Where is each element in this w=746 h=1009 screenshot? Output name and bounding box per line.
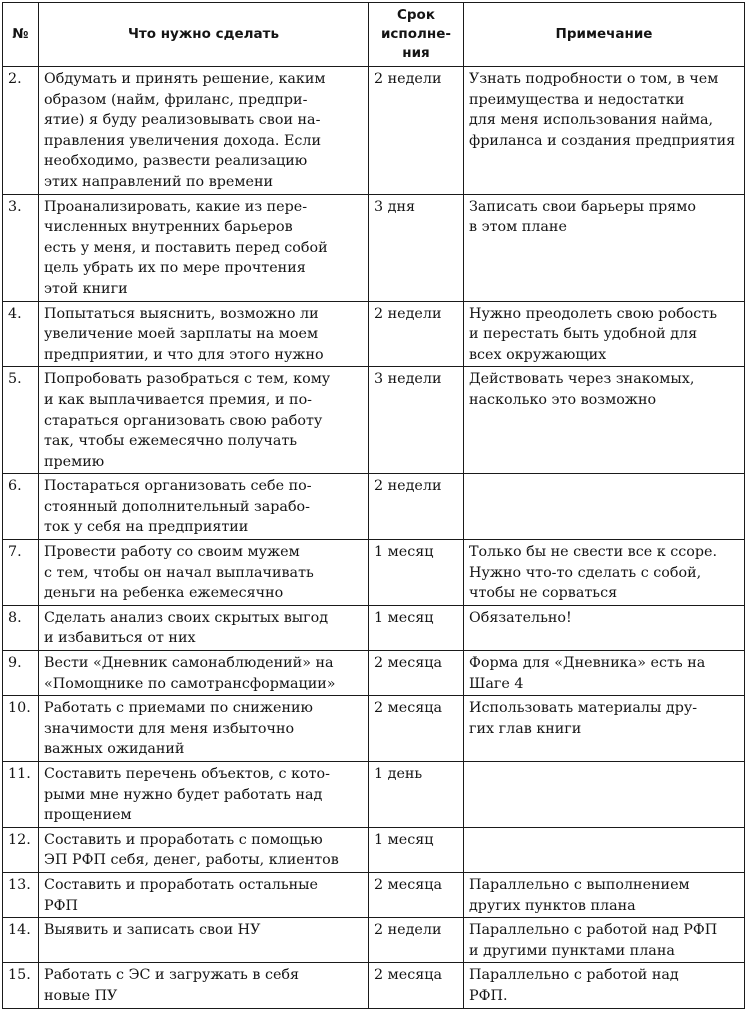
row-note	[464, 827, 745, 872]
row-deadline: 2 недели	[369, 301, 464, 367]
table-row	[3, 67, 745, 195]
plan-table	[2, 2, 745, 1009]
table-row	[3, 918, 745, 963]
row-note: Обязательно!	[464, 605, 745, 650]
table-row	[3, 540, 745, 606]
row-task: Вести «Дневник самонаблюдений» на «Помощнике по самотрансформации»	[39, 651, 369, 696]
table-row	[3, 605, 745, 650]
row-deadline: 2 месяца	[369, 963, 464, 1008]
row-note: Действовать через знакомых, насколько это возможно	[464, 367, 745, 474]
row-task: Работать с приемами по снижению значимости для меня избыточно важных ожиданий	[39, 696, 369, 762]
row-deadline: 2 недели	[369, 918, 464, 963]
row-number: 13.	[3, 872, 39, 917]
row-note: Использовать материалы дру- гих глав книги	[464, 696, 745, 762]
row-task: Провести работу со своим мужем с тем, чтобы он начал выплачивать деньги на ребенка ежемесячно	[39, 540, 369, 606]
row-number: 12.	[3, 827, 39, 872]
header-note: Примечание	[464, 3, 745, 67]
row-note: Узнать подробности о том, в чем преимущества и недостатки для меня использования найма, фриланса и создания предприятия	[464, 67, 745, 195]
row-number: 2.	[3, 67, 39, 195]
row-number: 9.	[3, 651, 39, 696]
row-deadline: 3 недели	[369, 367, 464, 474]
table-row	[3, 827, 745, 872]
header-task: Что нужно сделать	[39, 3, 369, 67]
row-deadline: 1 месяц	[369, 827, 464, 872]
row-number: 11.	[3, 762, 39, 828]
table-row	[3, 194, 745, 301]
header-number: №	[3, 3, 39, 67]
row-task: Обдумать и принять решение, каким образом (найм, фриланс, предпри- ятие) я буду реализовывать свои на- правления увеличения дохода. Если необходимо, развести реализацию этих направлений по времени	[39, 67, 369, 195]
row-number: 15.	[3, 963, 39, 1008]
table-row	[3, 651, 745, 696]
row-note: Форма для «Дневника» есть на Шаге 4	[464, 651, 745, 696]
row-deadline: 2 месяца	[369, 651, 464, 696]
table-row	[3, 963, 745, 1008]
row-task: Работать с ЭС и загружать в себя новые ПУ	[39, 963, 369, 1008]
row-number: 4.	[3, 301, 39, 367]
row-task: Составить перечень объектов, с кото- рыми мне нужно будет работать над прощением	[39, 762, 369, 828]
row-number: 3.	[3, 194, 39, 301]
row-number: 7.	[3, 540, 39, 606]
row-note	[464, 474, 745, 540]
row-note	[464, 762, 745, 828]
row-task: Составить и проработать остальные РФП	[39, 872, 369, 917]
row-task: Попробовать разобраться с тем, кому и как выплачивается премия, и по- стараться организовать свою работу так, чтобы ежемесячно получать премию	[39, 367, 369, 474]
table-row	[3, 301, 745, 367]
row-task: Проанализировать, какие из пере- численных внутренних барьеров есть у меня, и поставить перед собой цель убрать их по мере прочтения этой книги	[39, 194, 369, 301]
row-note: Нужно преодолеть свою робость и перестать быть удобной для всех окружающих	[464, 301, 745, 367]
row-deadline: 3 дня	[369, 194, 464, 301]
row-task: Составить и проработать с помощью ЭП РФП себя, денег, работы, клиентов	[39, 827, 369, 872]
row-note: Только бы не свести все к ссоре. Нужно что-то сделать с собой, чтобы не сорваться	[464, 540, 745, 606]
table-row	[3, 367, 745, 474]
row-deadline: 2 месяца	[369, 696, 464, 762]
row-deadline: 1 день	[369, 762, 464, 828]
row-number: 10.	[3, 696, 39, 762]
row-number: 8.	[3, 605, 39, 650]
row-deadline: 2 недели	[369, 474, 464, 540]
table-row	[3, 872, 745, 917]
row-number: 6.	[3, 474, 39, 540]
row-note: Параллельно с работой над РФП.	[464, 963, 745, 1008]
row-note: Записать свои барьеры прямо в этом плане	[464, 194, 745, 301]
row-task: Постараться организовать себе по- стоянный дополнительный зарабо- ток у себя на предприятии	[39, 474, 369, 540]
row-number: 14.	[3, 918, 39, 963]
table-row	[3, 762, 745, 828]
row-deadline: 2 месяца	[369, 872, 464, 917]
row-task: Сделать анализ своих скрытых выгод и избавиться от них	[39, 605, 369, 650]
header-row	[3, 3, 745, 67]
row-deadline: 1 месяц	[369, 605, 464, 650]
table-row	[3, 696, 745, 762]
row-number: 5.	[3, 367, 39, 474]
row-task: Выявить и записать свои НУ	[39, 918, 369, 963]
row-note: Параллельно с выполнением других пунктов плана	[464, 872, 745, 917]
header-deadline: Срок исполне- ния	[369, 3, 464, 67]
row-deadline: 2 недели	[369, 67, 464, 195]
row-deadline: 1 месяц	[369, 540, 464, 606]
row-note: Параллельно с работой над РФП и другими пунктами плана	[464, 918, 745, 963]
row-task: Попытаться выяснить, возможно ли увеличение моей зарплаты на моем предприятии, и что для этого нужно	[39, 301, 369, 367]
table-row	[3, 474, 745, 540]
